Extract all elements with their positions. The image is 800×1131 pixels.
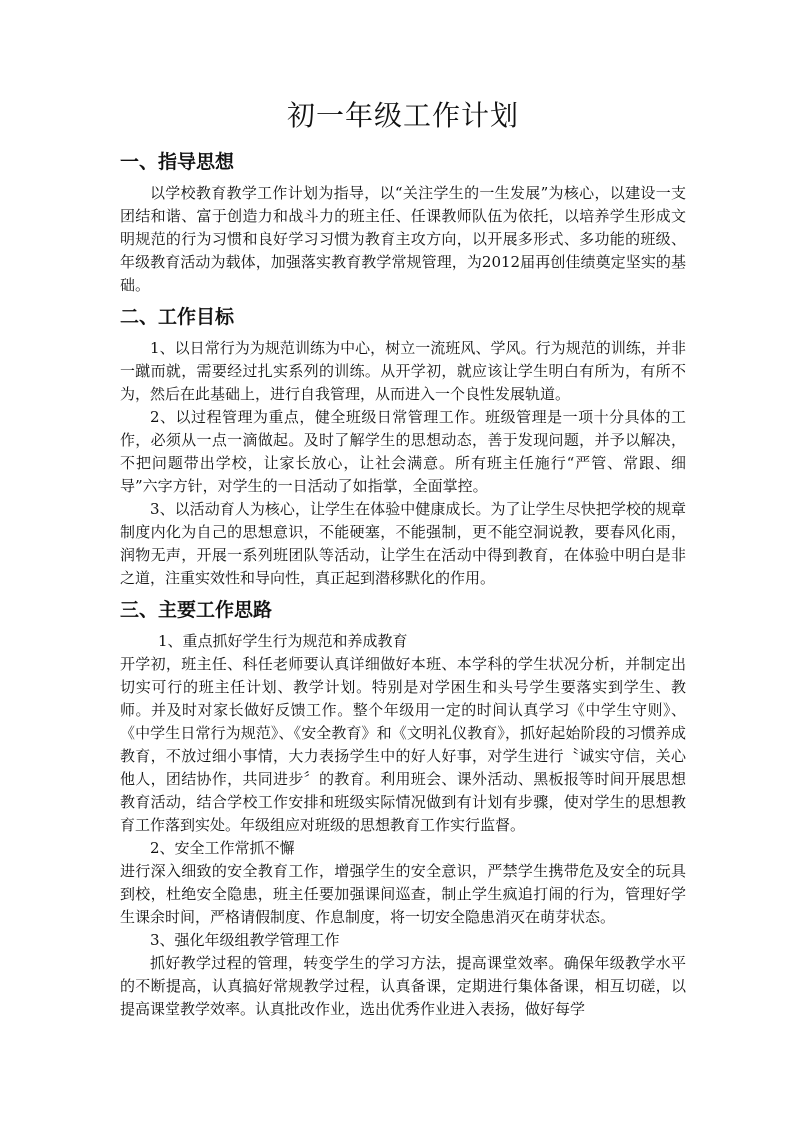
goal-paragraph: 3、以活动育人为核心，让学生在体验中健康成长。为了让学生尽快把学校的规章制度内化为自己的思想意识，不能硬塞，不能强制，更不能空洞说教，要春风化雨，润物无声，开展一系列班团队等活动，让学生在活动中得到教育，在体验中明白是非之道，注重实效性和导向性，真正起到潜移默化的作用。 [120, 500, 686, 587]
subsection-heading: 2、安全工作常抓不懈 [150, 839, 295, 857]
subsection-heading: 3、强化年级组教学管理工作 [150, 931, 340, 949]
section-heading: 二、工作目标 [120, 306, 235, 328]
subsection-text: 开学初，班主任、科任老师要认真详细做好本班、本学科的学生状况分析，并制定出切实可行的班主任计划、教学计划。特别是对学困生和头号学生要落实到学生、教师。并及时对家长做好反馈工作。整个年级用一定的时间认真学习《中学生守则》、《中学生日常行为规范》、《安全教育》和《文明礼仪教育》，抓好起始阶段的习惯养成教育，不放过细小事情，大力表扬学生中的好人好事，对学生进行〝诚实守信，关心他人，团结协作，共同进步〞的教育。利用班会、课外活动、黑板报等时间开展思想教育活动，结合学校工作安排和班级实际情况做到有计划有步骤，使对学生的思想教育工作落到实处。年级组应对班级的思想教育工作实行监督。 [120, 655, 686, 834]
section-paragraph: 以学校教育教学工作计划为指导，以“关注学生的一生发展”为核心，以建设一支团结和谐、富于创造力和战斗力的班主任、任课教师队伍为依托，以培养学生形成文明规范的行为习惯和良好学习习惯为教育主攻方向，以开展多形式、多功能的班级、年级教育活动为载体，加强落实教育教学常规管理，为2012届再创佳绩奠定坚实的基础。 [120, 184, 686, 294]
subsection-heading: 1、重点抓好学生行为规范和养成教育 [158, 632, 408, 650]
goal-paragraph: 2、以过程管理为重点，健全班级日常管理工作。班级管理是一项十分具体的工作，必须从一点一滴做起。及时了解学生的思想动态，善于发现问题，并予以解决，不把问题带出学校，让家长放心，让社会满意。所有班主任施行“严管、常跟、细导”六字方针，对学生的一日活动了如指掌，全面掌控。 [120, 408, 686, 495]
goal-paragraph: 1、以日常行为为规范训练为中心，树立一流班风、学风。行为规范的训练，并非一蹴而就，需要经过扎实系列的训练。从开学初，就应该让学生明白有所为，有所不为，然后在此基础上，进行自我管理，从而进入一个良性发展轨道。 [120, 339, 686, 403]
subsection-text: 进行深入细致的安全教育工作，增强学生的安全意识，严禁学生携带危及安全的玩具到校，杜绝安全隐患，班主任要加强课间巡查，制止学生疯追打闹的行为，管理好学生课余时间，严格请假制度、作息制度，将一切安全隐患消灭在萌芽状态。 [120, 862, 686, 926]
section-guiding-ideology [120, 148, 686, 297]
document-page [120, 98, 686, 1021]
subsection-text: 抓好教学过程的管理，转变学生的学习方法，提高课堂效率。确保年级教学水平的不断提高，认真搞好常规教学过程，认真备课，定期进行集体备课，相互切磋，以提高课堂教学效率。认真批改作业，选出优秀作业进入表扬，做好每学 [120, 954, 686, 1018]
section-work-goals [120, 303, 686, 590]
section-heading: 三、主要工作思路 [120, 599, 273, 621]
document-title: 初一年级工作计划 [286, 99, 519, 132]
section-main-ideas [120, 596, 686, 1021]
section-heading: 一、指导思想 [120, 151, 235, 173]
